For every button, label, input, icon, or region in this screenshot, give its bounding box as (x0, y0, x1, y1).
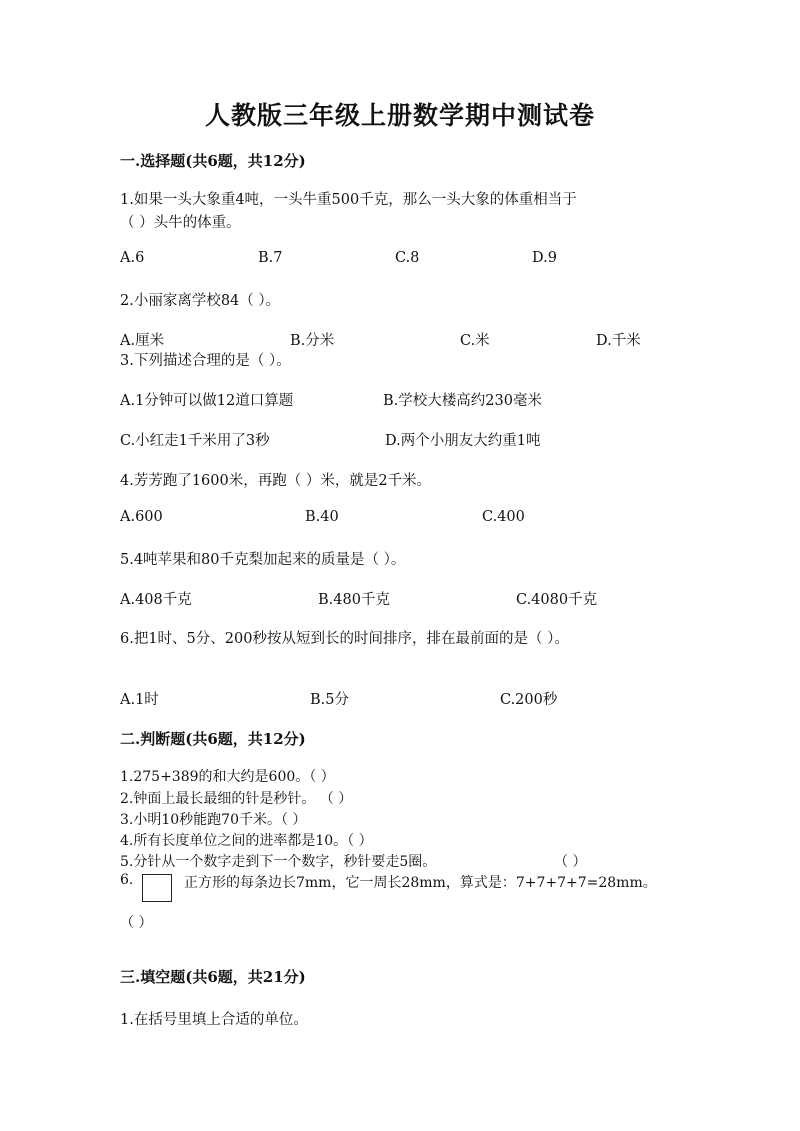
choice-q1-option-a: A.6 (120, 250, 145, 266)
section-judge-heading: 二.判断题(共6题，共12分) (120, 730, 306, 748)
fill-q1: 1.在括号里填上合适的单位。 (120, 1012, 308, 1028)
choice-q5-option-a: A.408千克 (120, 592, 192, 608)
judge-item-4: 4.所有长度单位之间的进率都是10。（ ） (120, 833, 373, 849)
judge-item-5: 5.分针从一个数字走到下一个数字，秒针要走5圈。 (120, 854, 437, 870)
choice-q1-line2: （ ）头牛的体重。 (120, 215, 241, 231)
choice-q2-option-d: D.千米 (596, 333, 641, 349)
judge-item-6-paren: （ ） (120, 915, 153, 931)
choice-q6-option-a: A.1时 (120, 692, 159, 708)
choice-q1-option-d: D.9 (532, 250, 557, 266)
judge-item-1: 1.275+389的和大约是600。（ ） (120, 769, 335, 785)
choice-q6-option-c: C.200秒 (500, 692, 558, 708)
choice-q2-option-b: B.分米 (290, 333, 335, 349)
choice-q5: 5.4吨苹果和80千克梨加起来的质量是（ ）。 (120, 552, 406, 568)
choice-q5-option-b: B.480千克 (318, 592, 390, 608)
choice-q6-option-b: B.5分 (310, 692, 349, 708)
choice-q4-option-b: B.40 (305, 509, 339, 525)
square-figure (142, 874, 172, 902)
choice-q1-line1: 1.如果一头大象重4吨，一头牛重500千克，那么一头大象的体重相当于 (120, 192, 577, 208)
choice-q6: 6.把1时、5分、200秒按从短到长的时间排序，排在最前面的是（ ）。 (120, 631, 569, 647)
section-choice-heading: 一.选择题(共6题，共12分) (120, 152, 306, 170)
choice-q3-option-a: A.1分钟可以做12道口算题 (120, 393, 294, 409)
judge-item-5-paren: （ ） (554, 854, 587, 870)
judge-item-3: 3.小明10秒能跑70千米。（ ） (120, 812, 307, 828)
choice-q3-option-c: C.小红走1千米用了3秒 (120, 433, 270, 449)
choice-q4: 4.芳芳跑了1600米，再跑（ ）米，就是2千米。 (120, 473, 432, 489)
choice-q4-option-a: A.600 (120, 509, 163, 525)
choice-q3-option-d: D.两个小朋友大约重1吨 (385, 433, 541, 449)
judge-item-6-number: 6. (120, 872, 134, 888)
choice-q5-option-c: C.4080千克 (516, 592, 598, 608)
choice-q2-option-a: A.厘米 (120, 333, 165, 349)
judge-item-2: 2.钟面上最长最细的针是秒针。 （ ） (120, 791, 353, 807)
section-fill-heading: 三.填空题(共6题，共21分) (120, 968, 306, 986)
choice-q1-option-b: B.7 (258, 250, 283, 266)
choice-q3-option-b: B.学校大楼高约230毫米 (383, 393, 542, 409)
choice-q3: 3.下列描述合理的是（ ）。 (120, 353, 291, 369)
judge-item-6: 正方形的每条边长7mm，它一周长28mm，算式是：7+7+7+7=28mm。 (184, 875, 657, 891)
choice-q2-option-c: C.米 (460, 333, 490, 349)
page-title: 人教版三年级上册数学期中测试卷 (204, 101, 595, 130)
choice-q4-option-c: C.400 (482, 509, 525, 525)
choice-q2: 2.小丽家离学校84（ ）。 (120, 293, 281, 309)
choice-q1-option-c: C.8 (395, 250, 420, 266)
